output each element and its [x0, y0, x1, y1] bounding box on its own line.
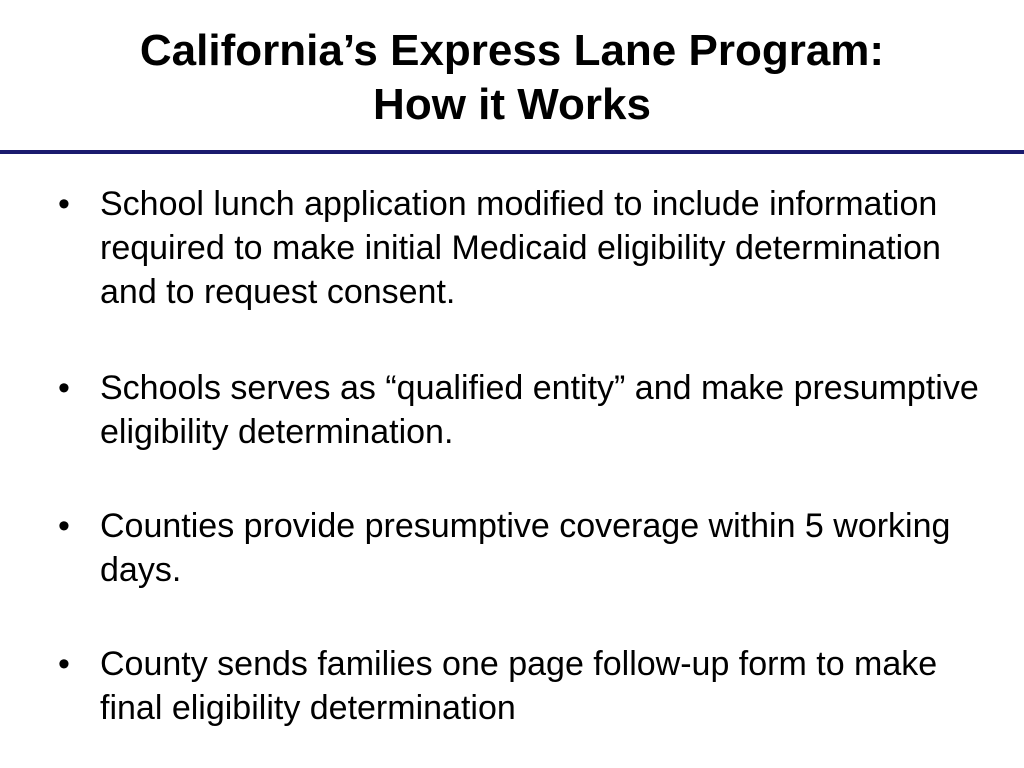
bullet-marker: • — [58, 369, 70, 407]
slide-title — [0, 24, 1024, 132]
bullet-text: Counties provide presumptive coverage within 5 working days. — [100, 507, 951, 589]
slide-title-line-1: California’s Express Lane Program: — [139, 26, 885, 75]
slide-title-line-2: How it Works — [373, 80, 651, 129]
bullet-text: County sends families one page follow-up form to make final eligibility determination — [100, 645, 938, 727]
bullet-marker: • — [58, 645, 70, 683]
bullet-marker: • — [58, 185, 70, 223]
bullet-text: School lunch application modified to include information required to make initial Medicaid eligibility determination and to request consent. — [100, 185, 941, 311]
bullet-marker: • — [58, 507, 70, 545]
bullet-text: Schools serves as “qualified entity” and make presumptive eligibility determination. — [100, 369, 979, 451]
title-divider — [0, 150, 1024, 154]
